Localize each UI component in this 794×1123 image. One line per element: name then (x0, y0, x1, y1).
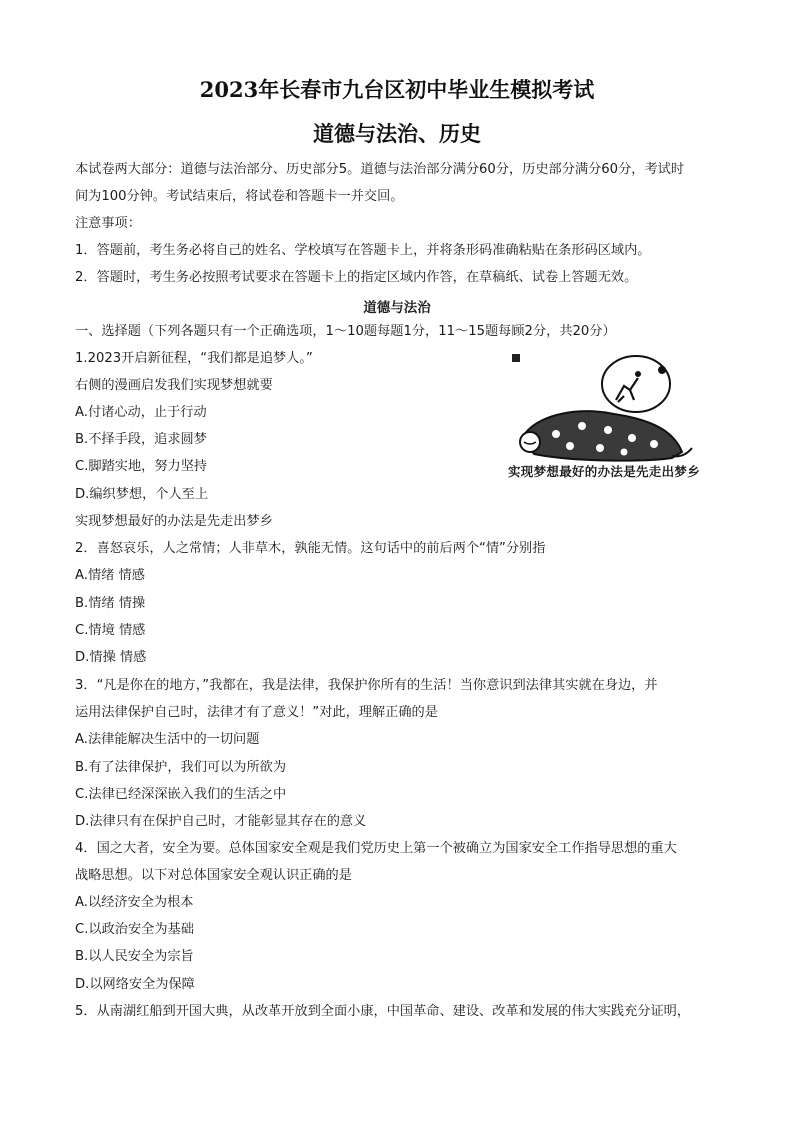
dream-bubble (602, 356, 670, 412)
q4-stem-2: 战略思想。以下对总体国家安全观认识正确的是 (75, 868, 352, 883)
q1-option-b: B.不择手段，追求圆梦 (75, 432, 207, 447)
q1-stem-1: 1.2023开启新征程，“我们都是追梦人。” (75, 351, 313, 366)
q4-option-4: D.以网络安全为保障 (75, 977, 195, 992)
q4-stem-1: 4．国之大者，安全为要。总体国家安全观是我们党历史上第一个被确立为国家安全工作指导思想的重大 (75, 841, 677, 856)
q3-stem-2: 运用法律保护自己时，法律才有了意义！”对此，理解正确的是 (75, 705, 438, 720)
q3-stem-1: 3．“凡是你在的地方，”我都在，我是法律，我保护你所有的生活！当你意识到法律其实就在身边，并 (75, 678, 658, 693)
exam-subtitle: 道德与法治、历史 (313, 121, 481, 146)
cartoon-caption: 实现梦想最好的办法是先走出梦乡 (508, 464, 701, 479)
section-title: 道德与法治 (363, 300, 431, 316)
cartoon-illustration (504, 350, 726, 480)
q4-option-1: A.以经济安全为根本 (75, 895, 194, 910)
note-item-1: 1．答题前，考生务必将自己的姓名、学校填写在答题卡上，并将条形码准确粘贴在条形码区域内。 (75, 243, 651, 258)
q3-option-c: C.法律已经深深嵌入我们的生活之中 (75, 787, 287, 802)
q1-option-c: C.脚踏实地，努力坚持 (75, 459, 208, 474)
q3-option-b: B.有了法律保护，我们可以为所欲为 (75, 760, 287, 775)
q3-option-a: A.法律能解决生活中的一切问题 (75, 732, 260, 747)
q1-option-d: D.编织梦想，个人至上 (75, 487, 209, 502)
notes-heading: 注意事项： (75, 216, 141, 231)
intro-line-2: 间为100分钟。考试结束后，将试卷和答题卡一并交回。 (75, 189, 404, 204)
intro-line-1: 本试卷两大部分：道德与法治部分、历史部分5。道德与法治部分满分60分，历史部分满分60分，考试时 (75, 162, 685, 177)
corner-mark (512, 354, 520, 362)
q2-option-b: B.情绪 情操 (75, 596, 146, 611)
q1-option-a: A.付诸心动，止于行动 (75, 405, 207, 420)
q5-stem-1: 5．从南湖红船到开国大典，从改革开放到全面小康，中国革命、建设、改革和发展的伟大实践充分证明， (75, 1004, 691, 1019)
q1-stem-2: 右侧的漫画启发我们实现梦想就要 (75, 378, 273, 393)
runner-head (635, 371, 641, 377)
sleeper-head (520, 432, 540, 452)
blanket-shape (522, 411, 682, 460)
sun-icon (658, 366, 666, 374)
q3-option-d: D.法律只有在保护自己时，才能彰显其存在的意义 (75, 814, 367, 829)
part-heading: 一、选择题（下列各题只有一个正确选项，1～10题每题1分，11～15题每顾2分，共20分） (75, 324, 616, 339)
q4-option-2: C.以政治安全为基础 (75, 922, 194, 937)
q2-stem-1: 2．喜怒哀乐，人之常情；人非草木，孰能无情。这句话中的前后两个“情”分别指 (75, 541, 546, 556)
note-item-2: 2．答题时，考生务必按照考试要求在答题卡上的指定区域内作答，在草稿纸、试卷上答题无效。 (75, 270, 638, 285)
exam-title: 2023年长春市九台区初中毕业生模拟考试 (199, 77, 595, 102)
q4-option-3: B.以人民安全为宗旨 (75, 949, 194, 964)
q1-extra: 实现梦想最好的办法是先走出梦乡 (75, 514, 273, 529)
q2-option-a: A.情绪 情感 (75, 568, 145, 583)
q2-option-d: D.情操 情感 (75, 650, 147, 665)
q2-option-c: C.情境 情感 (75, 623, 146, 638)
